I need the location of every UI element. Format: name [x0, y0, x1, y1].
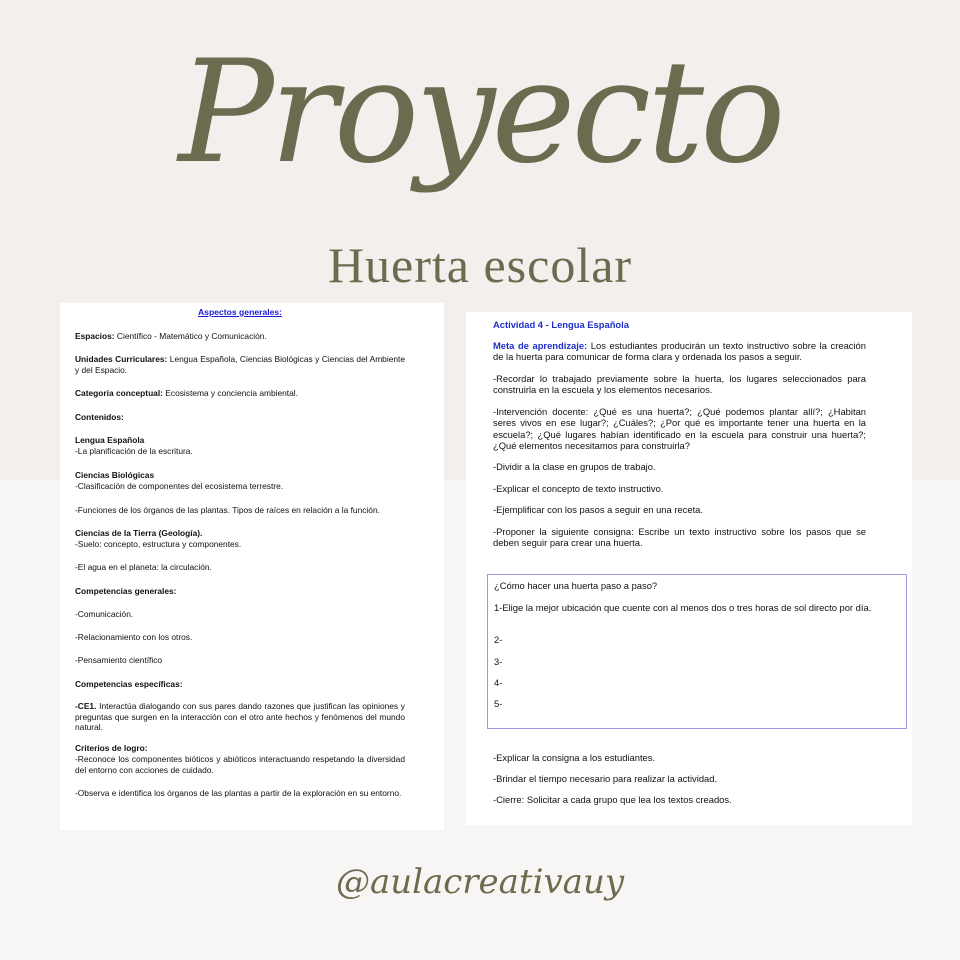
- box-step-2: 2-: [494, 634, 503, 645]
- categoria-label: Categoría conceptual:: [75, 388, 163, 398]
- tierra-item-2: -El agua en el planeta: la circulación.: [75, 562, 212, 572]
- categoria-line: [75, 388, 405, 399]
- paragraph-cierre: -Cierre: Solicitar a cada grupo que lea los textos creados.: [493, 794, 732, 805]
- criterios-heading: Criterios de logro:: [75, 743, 148, 753]
- paragraph-consigna: -Proponer la siguiente consigna: Escribe un texto instructivo sobre los pasos que se deben seguir para crear una huerta.: [493, 526, 866, 549]
- espacios-label: Espacios:: [75, 331, 115, 341]
- paragraph-explicar-consigna: -Explicar la consigna a los estudiantes.: [493, 752, 656, 763]
- contenidos-heading: Contenidos:: [75, 412, 124, 422]
- tierra-title: Ciencias de la Tierra (Geología).: [75, 528, 203, 538]
- box-step-5: 5-: [494, 698, 503, 709]
- lengua-item: -La planificación de la escritura.: [75, 446, 193, 456]
- bio-item-2: -Funciones de los órganos de las plantas. Tipos de raíces en relación a la función.: [75, 505, 380, 515]
- bio-item-1: -Clasificación de componentes del ecosistema terrestre.: [75, 481, 284, 491]
- paragraph-explicar: -Explicar el concepto de texto instructivo.: [493, 483, 664, 494]
- steps-box: [487, 574, 907, 729]
- activity-title: Actividad 4 - Lengua Española: [493, 319, 629, 330]
- unidades-text: Lengua Española, Ciencias Biológicas y Ciencias del Ambiente y del Espacio.: [75, 354, 405, 375]
- ce1-line: [75, 701, 405, 733]
- paragraph-recordar: -Recordar lo trabajado previamente sobre la huerta, los lugares seleccionados para construirla en la escuela y los elementos necesarios.: [493, 373, 866, 396]
- meta-text: Los estudiantes producirán un texto instructivo sobre la creación de la huerta para comunicar de forma clara y ordenada los pasos a seguir.: [493, 340, 866, 363]
- box-question: ¿Cómo hacer una huerta paso a paso?: [494, 580, 658, 591]
- page-subtitle: Huerta escolar: [327, 237, 633, 293]
- criterio-2: -Observa e identifica los órganos de las plantas a partir de la exploración en su entorno.: [75, 788, 402, 798]
- competencias-especificas-heading: Competencias específicas:: [75, 679, 183, 689]
- social-handle: @aulacreativauy: [335, 862, 625, 902]
- lengua-title: Lengua Española: [75, 435, 145, 445]
- competencias-generales-heading: Competencias generales:: [75, 586, 177, 596]
- page-title: Proyecto: [178, 30, 782, 195]
- box-step-4: 4-: [494, 677, 503, 688]
- left-document: [60, 303, 444, 830]
- espacios-line: [75, 331, 405, 342]
- paragraph-dividir: -Dividir a la clase en grupos de trabajo.: [493, 461, 656, 472]
- ce1-text: Interactúa dialogando con sus pares dando razones que justifican las opiniones y preguntas que surgen en la interacción con el otro ante hechos y fenómenos del mundo natural.: [75, 701, 405, 733]
- unidades-line: [75, 354, 405, 375]
- competencia-general-1: -Comunicación.: [75, 609, 134, 619]
- unidades-label: Unidades Curriculares:: [75, 354, 168, 364]
- meta-line: [493, 340, 866, 363]
- box-step-1: 1-Elige la mejor ubicación que cuente con al menos dos o tres horas de sol directo por día.: [494, 602, 872, 613]
- ce1-label: -CE1.: [75, 701, 97, 711]
- competencia-general-3: -Pensamiento científico: [75, 655, 163, 665]
- paragraph-ejemplificar: -Ejemplificar con los pasos a seguir en una receta.: [493, 504, 704, 515]
- right-document: [466, 312, 912, 825]
- criterio-1: -Reconoce los componentes bióticos y abióticos interactuando respetando la diversidad del entorno con acciones de cuidado.: [75, 754, 405, 775]
- competencia-general-2: -Relacionamiento con los otros.: [75, 632, 193, 642]
- tierra-item-1: -Suelo: concepto, estructura y componentes.: [75, 539, 242, 549]
- espacios-text: Científico - Matemático y Comunicación.: [114, 331, 267, 341]
- paragraph-brindar-tiempo: -Brindar el tiempo necesario para realizar la actividad.: [493, 773, 718, 784]
- meta-label: Meta de aprendizaje:: [493, 340, 588, 351]
- paragraph-intervencion: -Intervención docente: ¿Qué es una huerta?; ¿Qué podemos plantar allí?; ¿Habitan seres vivos en ese lugar?; ¿Cuáles?; ¿Por qué es importante tener una huerta en la escuela?; ¿Qué lugares habían identificado en la escuela para construir una huerta?; ¿Qué elementos necesitamos para construirla?: [493, 406, 866, 452]
- categoria-text: Ecosistema y conciencia ambiental.: [162, 388, 298, 398]
- box-step-3: 3-: [494, 656, 503, 667]
- bio-title: Ciencias Biológicas: [75, 470, 155, 480]
- aspectos-heading: Aspectos generales:: [197, 307, 283, 317]
